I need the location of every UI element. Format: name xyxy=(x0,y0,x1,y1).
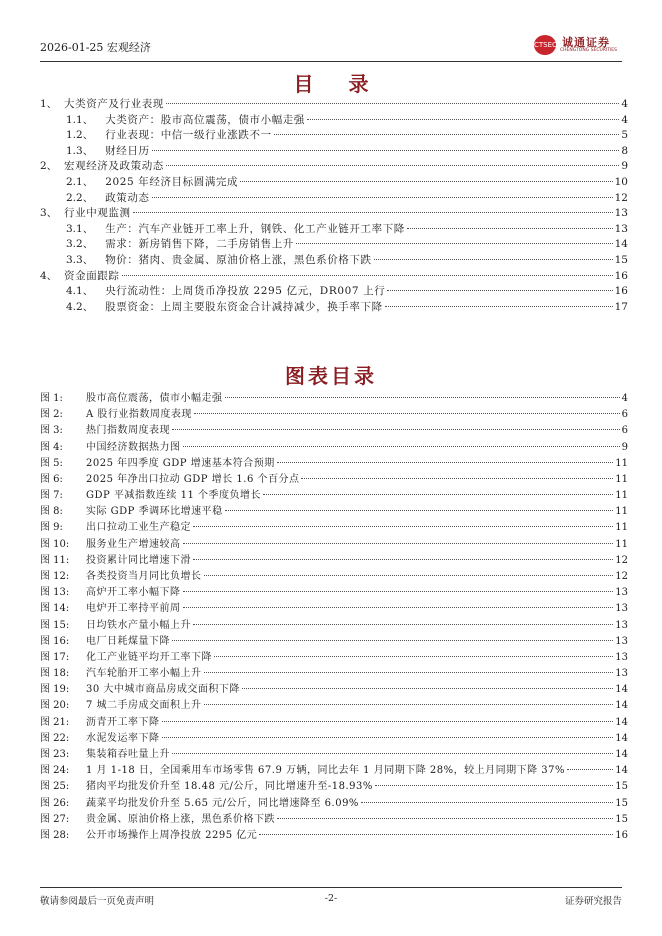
figure-entry[interactable] xyxy=(40,391,628,406)
dot-leader xyxy=(385,306,613,307)
figure-entry-title: 7 城二手房成交面积上升 xyxy=(86,700,202,712)
dot-leader xyxy=(133,212,613,213)
dot-leader xyxy=(296,243,613,244)
figure-entry-page: 9 xyxy=(621,441,628,453)
figure-entry-number: 图 10: xyxy=(40,538,70,550)
toc-entry-page: 5 xyxy=(621,129,628,142)
toc-entry-page: 16 xyxy=(614,269,628,282)
figure-entry-page: 11 xyxy=(615,538,628,550)
figure-entry-number: 图 1: xyxy=(40,393,63,404)
figure-entry-page: 4 xyxy=(621,393,628,404)
figure-entry-page: 15 xyxy=(615,797,628,809)
footer-disclaimer: 敬请参阅最后一页免责声明 xyxy=(40,896,155,907)
toc-entry-title: 物价：猪肉、贵金属、原油价格上涨，黑色系价格下跌 xyxy=(105,254,372,266)
figure-entry[interactable] xyxy=(40,666,628,681)
figure-entry-number: 图 7: xyxy=(40,490,63,502)
toc-entry[interactable] xyxy=(66,174,628,190)
figure-entry-page: 6 xyxy=(621,409,628,421)
dot-leader xyxy=(122,275,613,276)
figure-list-title: 图表目录 xyxy=(285,364,377,388)
figure-entry-title: 公开市场操作上周净投放 2295 亿元 xyxy=(86,829,258,841)
dot-leader xyxy=(225,397,620,398)
figure-entry-title: 热门指数周度表现 xyxy=(86,425,170,437)
dot-leader xyxy=(166,165,619,166)
toc-entry-page: 8 xyxy=(621,144,628,157)
header-date-section: 2026-01-25 宏观经济 xyxy=(40,41,151,54)
figure-entry-title: 猪肉平均批发价升至 18.48 元/公斤，同比增速升至-18.93% xyxy=(86,781,373,793)
dot-leader xyxy=(204,672,614,673)
figure-entry[interactable] xyxy=(40,634,628,649)
figure-entry[interactable] xyxy=(40,520,628,535)
figure-entry-page: 14 xyxy=(615,748,628,760)
dot-leader xyxy=(194,413,620,414)
page-number: -2- xyxy=(324,893,338,904)
figure-entry-number: 图 13: xyxy=(40,587,70,599)
toc-entry-title: 大类资产及行业表现 xyxy=(64,98,164,110)
dot-leader xyxy=(152,197,613,198)
dot-leader xyxy=(259,834,613,835)
dot-leader xyxy=(166,103,619,104)
toc-entry-page: 4 xyxy=(621,98,628,110)
figure-entry-title: 电炉开工率持平前周 xyxy=(86,603,181,615)
toc-entry-title: 生产：汽车产业链开工率上升，钢铁、化工产业链开工率下降 xyxy=(105,222,405,235)
toc-entry[interactable]: 3、 行业中观监测 13 xyxy=(40,207,628,220)
figure-entry-number: 图 3: xyxy=(40,425,63,437)
figure-entry-title: 股市高位震荡，债市小幅走强 xyxy=(86,393,223,404)
figure-entry-number: 图 19: xyxy=(40,684,70,696)
figure-entry-title: 水泥发运率下降 xyxy=(86,732,160,744)
figure-entry-title: 沥青开工率下降 xyxy=(86,716,160,728)
figure-entry-number: 图 26: xyxy=(40,797,70,809)
figure-entry[interactable] xyxy=(40,828,628,843)
figure-entry-number: 图 21: xyxy=(40,716,70,728)
figure-entry-number: 图 14: xyxy=(40,603,70,615)
toc-entry[interactable] xyxy=(66,221,628,237)
figure-entry-title: 日均铁水产量小幅上升 xyxy=(86,619,191,631)
toc-entry-title: 行业中观监测 xyxy=(64,207,131,220)
figure-entry-title: 出口拉动工业生产稳定 xyxy=(86,522,191,534)
dot-leader xyxy=(204,575,614,576)
figure-entry[interactable] xyxy=(40,796,628,811)
figure-entry-page: 12 xyxy=(615,570,628,582)
toc-entry[interactable]: 2、 宏观经济及政策动态 9 xyxy=(40,160,628,173)
dot-leader xyxy=(162,721,614,722)
figure-entry[interactable] xyxy=(40,650,628,665)
figure-entry-page: 13 xyxy=(615,619,628,631)
figure-entry[interactable] xyxy=(40,715,628,730)
figure-entry-title: 服务业生产增速较高 xyxy=(86,538,181,550)
figure-entry-number: 图 17: xyxy=(40,651,70,663)
dot-leader xyxy=(162,737,614,738)
figure-entry-page: 12 xyxy=(615,554,628,566)
figure-entry[interactable] xyxy=(40,553,628,568)
footer-divider xyxy=(40,887,622,888)
dot-leader xyxy=(183,543,614,544)
toc-entry-number: 2.1、 xyxy=(66,176,94,188)
toc-entry-title: 股票资金：上周主要股东资金合计减持减少，换手率下降 xyxy=(105,300,383,313)
dot-leader xyxy=(307,119,619,120)
footer-report-type: 证券研究报告 xyxy=(564,896,622,907)
dot-leader xyxy=(277,462,614,463)
toc-entry-number: 1.1、 xyxy=(66,113,94,126)
figure-entry-number: 图 9: xyxy=(40,522,63,534)
dot-leader xyxy=(387,290,612,291)
figure-entry-page: 11 xyxy=(615,522,628,534)
figure-entry[interactable] xyxy=(40,698,628,713)
toc-entry-number: 4.2、 xyxy=(66,300,94,313)
figure-entry-title: 中国经济数据热力图 xyxy=(86,441,181,453)
toc-title: 目 录 xyxy=(293,72,383,96)
company-logo xyxy=(530,33,622,59)
figure-entry-number: 图 28: xyxy=(40,829,70,841)
dot-leader xyxy=(242,688,613,689)
figure-entry[interactable] xyxy=(40,731,628,746)
toc-entry-number: 4.1、 xyxy=(66,285,94,298)
figure-entry-title: 2025 年净出口拉动 GDP 增长 1.6 个百分点 xyxy=(86,473,300,485)
toc-entry-page: 15 xyxy=(614,254,628,266)
toc-entry-number: 3.1、 xyxy=(66,222,94,235)
dot-leader xyxy=(361,802,613,803)
figure-entry-number: 图 2: xyxy=(40,409,63,421)
figure-entry-title: 电厂日耗煤量下降 xyxy=(86,635,170,647)
dot-leader xyxy=(225,510,614,511)
dot-leader xyxy=(301,478,613,479)
dot-leader xyxy=(193,526,613,527)
toc-entry[interactable] xyxy=(66,236,628,252)
figure-entry-page: 13 xyxy=(615,635,628,647)
dot-leader xyxy=(183,446,620,447)
toc-entry-number: 3.3、 xyxy=(66,254,94,266)
logo-mark-icon: CTSEC xyxy=(534,35,556,55)
figure-entry[interactable] xyxy=(40,812,628,827)
figure-entry[interactable] xyxy=(40,585,628,600)
figure-entry-page: 11 xyxy=(615,506,628,518)
toc-entry[interactable] xyxy=(66,190,628,206)
dot-leader xyxy=(240,181,612,182)
figure-entry-number: 图 12: xyxy=(40,570,70,582)
figure-entry-page: 14 xyxy=(615,684,628,696)
dot-leader xyxy=(274,134,620,135)
toc-entry-page: 4 xyxy=(621,113,628,126)
toc-entry-page: 14 xyxy=(614,238,628,251)
figure-entry-title: 贵金属、原油价格上涨，黑色系价格下跌 xyxy=(86,813,275,825)
toc-entry-page: 12 xyxy=(614,191,628,204)
figure-entry-page: 13 xyxy=(615,668,628,680)
toc-entry-page: 9 xyxy=(621,160,628,173)
toc-entry-page: 16 xyxy=(614,285,628,298)
logo-text-cn: 诚通证券 xyxy=(562,36,610,49)
header-divider xyxy=(40,61,622,62)
dot-leader xyxy=(277,818,613,819)
figure-entry-title: 各类投资当月同比负增长 xyxy=(86,570,202,582)
dot-leader xyxy=(172,753,613,754)
dot-leader xyxy=(172,429,620,430)
figure-entry-title: 高炉开工率小幅下降 xyxy=(86,587,181,599)
figure-entry[interactable] xyxy=(40,763,628,778)
figure-entry-title: 30 大中城市商品房成交面积下降 xyxy=(86,684,240,696)
toc-entry-number: 3.2、 xyxy=(66,238,94,251)
figure-entry-page: 14 xyxy=(615,700,628,712)
toc-entry[interactable]: 1、 大类资产及行业表现 4 xyxy=(40,98,628,110)
figure-entry[interactable] xyxy=(40,779,628,794)
figure-entry-page: 13 xyxy=(615,603,628,615)
toc-entry-title: 资金面跟踪 xyxy=(64,269,120,282)
figure-entry-page: 13 xyxy=(615,651,628,663)
figure-entry[interactable] xyxy=(40,537,628,552)
figure-entry-page: 11 xyxy=(615,490,628,502)
figure-entry-page: 13 xyxy=(615,587,628,599)
toc-entry[interactable] xyxy=(66,127,628,143)
figure-entry[interactable] xyxy=(40,456,628,471)
figure-entry[interactable] xyxy=(40,601,628,616)
toc-entry-title: 大类资产：股市高位震荡，债市小幅走强 xyxy=(105,113,306,126)
dot-leader xyxy=(172,640,613,641)
figure-entry-number: 图 15: xyxy=(40,619,70,631)
figure-entry-page: 6 xyxy=(621,425,628,437)
figure-entry-page: 11 xyxy=(615,473,628,485)
dot-leader xyxy=(183,591,614,592)
dot-leader xyxy=(263,494,613,495)
figure-entry[interactable] xyxy=(40,747,628,762)
figure-entry-page: 11 xyxy=(615,457,628,469)
figure-entry-number: 图 22: xyxy=(40,732,70,744)
toc-entry-title: 2025 年经济目标圆满完成 xyxy=(105,176,239,188)
figure-entry-number: 图 5: xyxy=(40,457,63,469)
figure-entry-number: 图 8: xyxy=(40,506,63,518)
figure-entry-number: 图 27: xyxy=(40,813,70,825)
figure-entry[interactable] xyxy=(40,569,628,584)
dot-leader xyxy=(193,624,613,625)
figure-entry-number: 图 25: xyxy=(40,781,70,793)
figure-entry[interactable] xyxy=(40,423,628,438)
figure-entry-number: 图 18: xyxy=(40,668,70,680)
page-header xyxy=(40,33,622,61)
figure-entry-title: 2025 年四季度 GDP 增速基本符合预期 xyxy=(86,457,275,469)
figure-entry[interactable] xyxy=(40,472,628,487)
toc-entry[interactable] xyxy=(66,112,628,128)
figure-entry-number: 图 23: xyxy=(40,748,70,760)
figure-entry-number: 图 11: xyxy=(40,554,70,566)
figure-entry-number: 图 4: xyxy=(40,441,63,453)
dot-leader xyxy=(214,656,613,657)
toc-entry-title: 央行流动性：上周货币净投放 2295 亿元，DR007 上行 xyxy=(105,285,386,298)
figure-entry-title: 实际 GDP 季调环比增速平稳 xyxy=(86,506,223,518)
figure-entry-number: 图 24: xyxy=(40,765,70,777)
toc-entry-number: 1.3、 xyxy=(66,144,94,157)
figure-entry[interactable] xyxy=(40,407,628,422)
figure-entry-page: 15 xyxy=(615,813,628,825)
toc-entry-page: 13 xyxy=(614,222,628,235)
figure-entry-page: 15 xyxy=(615,781,628,793)
dot-leader xyxy=(407,228,613,229)
toc-entry-number: 1.2、 xyxy=(66,129,94,142)
dot-leader xyxy=(567,769,613,770)
toc-entry-title: 行业表现：中信一级行业涨跌不一 xyxy=(105,129,272,142)
toc-entry-title: 财经日历 xyxy=(105,144,150,157)
dot-leader xyxy=(193,559,613,560)
figure-entry-page: 16 xyxy=(615,829,628,841)
toc-entry[interactable]: 4、 资金面跟踪 16 xyxy=(40,269,628,282)
toc-entry-title: 政策动态 xyxy=(105,191,150,204)
figure-entry-number: 图 6: xyxy=(40,473,63,485)
dot-leader xyxy=(183,607,614,608)
toc-entry-title: 宏观经济及政策动态 xyxy=(64,160,164,173)
toc-entry-page: 17 xyxy=(614,300,628,313)
figure-entry-title: 化工产业链平均开工率下降 xyxy=(86,651,212,663)
figure-entry-page: 14 xyxy=(615,716,628,728)
toc-entry-number: 2.2、 xyxy=(66,191,94,204)
figure-entry-title: 集装箱吞吐量上升 xyxy=(86,748,170,760)
toc-entry-page: 13 xyxy=(614,207,628,220)
figure-entry[interactable] xyxy=(40,440,628,455)
figure-entry[interactable] xyxy=(40,682,628,697)
figure-entry-title: 投资累计同比增速下滑 xyxy=(86,554,191,566)
dot-leader xyxy=(374,259,613,260)
toc-entry[interactable] xyxy=(66,252,628,268)
figure-entry-page: 14 xyxy=(615,732,628,744)
dot-leader xyxy=(152,150,620,151)
toc-entry[interactable] xyxy=(66,283,628,299)
figure-entry-title: A 股行业指数周度表现 xyxy=(86,409,192,421)
figure-entry[interactable] xyxy=(40,618,628,633)
figure-entry-number: 图 20: xyxy=(40,700,70,712)
toc-entry[interactable] xyxy=(66,299,628,315)
figure-entry[interactable] xyxy=(40,504,628,519)
toc-entry-page: 10 xyxy=(614,176,628,188)
logo-text-en: CHENGTONG SECURITIES xyxy=(560,48,618,53)
dot-leader xyxy=(204,704,614,705)
toc-entry-title: 需求：新房销售下降，二手房销售上升 xyxy=(105,238,294,251)
figure-entry-title: 汽车轮胎开工率小幅上升 xyxy=(86,668,202,680)
figure-entry-title: GDP 平减指数连续 11 个季度负增长 xyxy=(86,490,261,502)
figure-entry-page: 14 xyxy=(615,765,628,777)
figure-entry-number: 图 16: xyxy=(40,635,70,647)
dot-leader xyxy=(375,785,613,786)
figure-entry[interactable] xyxy=(40,488,628,503)
figure-entry-title: 蔬菜平均批发价升至 5.65 元/公斤，同比增速降至 6.09% xyxy=(86,797,359,809)
toc-entry[interactable] xyxy=(66,143,628,159)
figure-entry-title: 1 月 1-18 日，全国乘用车市场零售 67.9 万辆，同比去年 1 月同期下降 28%，较上月同期下降 37% xyxy=(86,765,566,777)
